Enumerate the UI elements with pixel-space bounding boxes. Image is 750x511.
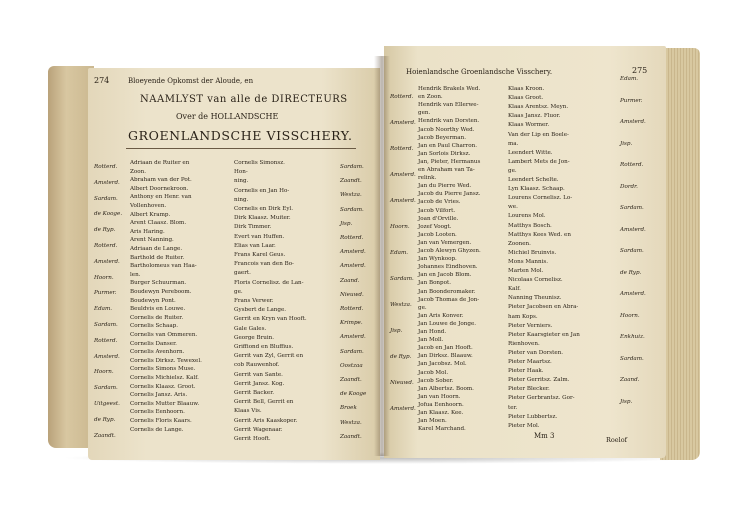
director-name: Jacob de Vries. xyxy=(418,199,461,206)
director-name: ge. xyxy=(508,167,517,174)
place-label: Hoorn. xyxy=(390,224,410,230)
place-label: Zaand. xyxy=(340,277,360,284)
director-name: Klaas Arentsz. Meyn. xyxy=(508,104,569,111)
place-label: Uitgeest. xyxy=(94,401,120,407)
director-name: Joan d'Orville. xyxy=(418,215,459,222)
place-label: Amsterd. xyxy=(390,172,416,178)
place-label: Amsterd. xyxy=(620,226,646,233)
director-name: Jacob Sober. xyxy=(418,377,454,384)
director-name: we. xyxy=(508,204,518,211)
director-name: Pieter van Dorsten. xyxy=(508,349,564,356)
director-name: Jacob du Pierre Jansz. xyxy=(418,191,481,198)
place-label: Hoorn. xyxy=(94,369,114,376)
director-name: Jacob Mol. xyxy=(418,369,449,376)
director-name: Lourens Mol. xyxy=(508,213,546,220)
director-name: ning. xyxy=(234,178,249,185)
director-name: Jacob Noorthy Wed. xyxy=(418,126,475,133)
director-name: Jan van Vemergen. xyxy=(418,239,472,246)
director-name: Cornelis de Lange. xyxy=(130,426,184,433)
director-name: Beuldvis en Louwe. xyxy=(130,306,186,313)
book-gutter xyxy=(374,56,390,456)
place-label: Sardam. xyxy=(340,348,364,355)
director-name: Cornelis en Dirk Eyl. xyxy=(234,206,294,212)
director-name: Matthys Bosch. xyxy=(508,222,552,229)
director-name: Jan Sorlois Dirksz. xyxy=(418,150,471,157)
place-label: Nieuwd. xyxy=(340,291,364,298)
director-name: Johannes Eindhoven. xyxy=(418,264,478,271)
director-name: Hendrik van Ellerwe- xyxy=(418,102,479,109)
place-label: de Ryp. xyxy=(390,354,412,360)
director-name: Jacob Thomas de Jon- xyxy=(418,296,480,303)
director-name: Boudewyn Pereboom. xyxy=(130,289,192,295)
director-name: Elias van Laar. xyxy=(234,242,276,249)
director-name: Cornelis Dirksz. Tewexel. xyxy=(130,357,202,364)
director-name: Karel Marchand. xyxy=(418,426,466,433)
director-name: Jan en Paul Charron. xyxy=(418,142,477,149)
director-name: Jan Wynkoop. xyxy=(418,256,457,263)
place-label: Amsterd. xyxy=(620,119,646,125)
director-name: Aris Haring. xyxy=(130,228,165,235)
place-label: Rotterd. xyxy=(94,243,118,249)
place-label: Sardam. xyxy=(620,355,644,362)
director-name: Zoon. xyxy=(130,168,147,175)
place-label: Krimpe. xyxy=(340,320,363,327)
place-label: Enkhuiz. xyxy=(620,334,645,340)
director-name: Jofua Eenhoorn. xyxy=(418,401,464,408)
place-label: Zaandt. xyxy=(340,377,362,383)
director-name: Cornelis Simons Muse. xyxy=(130,366,196,373)
director-name: Anthony en Henr. van xyxy=(130,194,192,201)
page-number: 275 xyxy=(632,66,648,75)
director-name: Jacob Alewyn Ghyzen. xyxy=(418,248,481,254)
place-label: Edam. xyxy=(620,76,639,82)
place-label: Amsterd. xyxy=(340,263,366,270)
place-label: Zaandt. xyxy=(94,432,116,439)
place-label: Amsterd. xyxy=(94,179,120,186)
director-name: Frans Verwer. xyxy=(234,298,274,304)
director-name: Vollenhoven. xyxy=(130,203,167,209)
director-name: Pieter Maartsz. xyxy=(508,359,552,365)
title-line-2: Over de HOLLANDSCHE xyxy=(176,112,279,121)
director-name: Jacob Beyerman. xyxy=(418,134,467,141)
director-name: Barthold de Ruiter. xyxy=(130,254,185,261)
director-name: Gerrit Bell, Gerrit en xyxy=(234,399,294,406)
director-name: Rienhoven. xyxy=(508,340,540,347)
place-label: de Ryp. xyxy=(620,269,642,276)
director-name: gen. xyxy=(418,110,431,117)
director-name: Jan Aris Konver. xyxy=(418,312,464,319)
director-name: Gerrit Jansz. Kog. xyxy=(234,380,285,387)
director-name: Jan Hond. xyxy=(418,329,447,335)
director-name: Klaas Wormer. xyxy=(508,122,550,129)
director-name: Bartholomeus van Haa- xyxy=(130,263,197,270)
director-name: Gerrit en Kryn van Hooft. xyxy=(234,316,307,323)
director-name: Van der Lip en Boele- xyxy=(508,131,569,138)
place-label: Amsterd. xyxy=(340,334,366,341)
left-page xyxy=(88,68,380,460)
director-name: Lambert Mets de Jon- xyxy=(508,158,570,165)
place-label: de Kooge. xyxy=(94,211,123,218)
director-name: Adriaan de Lange. xyxy=(130,246,183,252)
place-label: Oostzaa xyxy=(340,362,363,369)
director-name: Gerrit Backer. xyxy=(234,390,275,396)
director-name: Pieter Blecker. xyxy=(508,386,550,393)
director-name: Cornelis Avenhorn. xyxy=(130,349,185,356)
director-name: cob Rauwenhof. xyxy=(234,362,280,369)
director-name: Nicolaas Cornelisz. xyxy=(508,277,563,284)
place-label: Amsterd. xyxy=(94,258,120,265)
place-label: Purmer. xyxy=(620,97,643,104)
right-page-edges xyxy=(660,48,700,460)
director-name: Cornelis Michielsz. Kalf. xyxy=(130,375,199,381)
director-name: ning. xyxy=(234,196,249,203)
director-name: Arent Claasz. Blom. xyxy=(130,220,187,227)
director-name: Gerrit Aris Kaaskoper. xyxy=(234,417,298,424)
director-name: Adriaan de Ruiter en xyxy=(130,160,190,166)
director-name: Arent Nanning. xyxy=(130,237,174,244)
title-line-1: NAAMLYST van alle de DIRECTEURS xyxy=(140,94,348,105)
place-label: Sardam. xyxy=(94,195,118,202)
director-name: Gerrit Hooft. xyxy=(234,436,271,442)
director-name: George Bruin. xyxy=(234,334,275,341)
place-label: Rotterd. xyxy=(340,235,364,241)
director-name: Cornelis Floris Kaars. xyxy=(130,418,192,424)
director-name: Cornelis Schaap. xyxy=(130,323,179,330)
place-label: Sardam. xyxy=(340,164,364,170)
place-label: Jisp. xyxy=(620,140,633,147)
place-label: Amsterd. xyxy=(390,406,416,412)
director-name: Jan Louwe de Jonge. xyxy=(418,320,477,327)
place-label: Hoorn. xyxy=(94,274,114,281)
place-label: Jisp. xyxy=(620,398,633,405)
director-name: en Zoon. xyxy=(418,94,443,101)
place-label: Jisp. xyxy=(390,328,403,334)
place-label: Amsterd. xyxy=(390,198,416,204)
place-label: Sardam. xyxy=(620,248,644,254)
director-name: Jan Boonderomaker. xyxy=(418,288,476,295)
place-label: Hoorn. xyxy=(620,312,640,319)
director-name: Pieter Gerbrantsz. Gor- xyxy=(508,395,575,402)
director-name: Pieter Verniers. xyxy=(508,322,553,329)
director-name: Jan Albertsz. Boom. xyxy=(418,385,474,392)
director-name: Gerrit Wagenaar. xyxy=(234,426,283,433)
director-name: Jacob Vilfort. xyxy=(418,207,456,214)
director-name: Jan du Pierre Wed. xyxy=(418,183,472,190)
director-name: Cornelis en Jan Ho- xyxy=(234,187,290,194)
director-name: Burger Schuurman. xyxy=(130,280,187,287)
place-label: Sardam. xyxy=(94,385,118,392)
director-name: Pieter Gerritsz. Zalm. xyxy=(508,377,570,384)
director-name: ter. xyxy=(508,404,518,411)
place-label: de Ryp. xyxy=(94,227,116,234)
place-label: Zaandt. xyxy=(340,178,362,185)
director-name: Leendert Witte. xyxy=(508,149,553,156)
signature-mark: Mm 3 xyxy=(534,432,555,440)
director-name: Jacob Looten. xyxy=(418,231,457,238)
place-label: Dordr. xyxy=(620,183,638,190)
director-name: en Abraham van Ta- xyxy=(418,167,475,173)
director-name: Jozef Voogt. xyxy=(418,223,452,230)
catchword: Roelof xyxy=(606,436,628,444)
director-name: Evert van Huffen. xyxy=(234,233,285,240)
place-label: Zaandt. xyxy=(340,433,362,440)
director-name: Dirk Klaasz. Muiter. xyxy=(234,215,291,222)
director-name: Leendert Schelte. xyxy=(508,177,559,183)
director-name: Hon- xyxy=(234,169,248,176)
director-name: Cornelis Jansz. Aris. xyxy=(130,392,188,399)
director-name: Cornelis Simonsz. xyxy=(234,160,285,166)
place-label: Broek xyxy=(340,405,357,412)
director-name: Mons Mannis. xyxy=(508,258,549,265)
director-name: Jan en Jacob Blom. xyxy=(418,272,472,279)
place-label: Edam. xyxy=(390,250,409,256)
director-name: Jan Klaasz. Kee. xyxy=(418,410,464,416)
director-name: Matthys Kees Wed. en xyxy=(508,231,571,238)
director-name: gaert. xyxy=(234,270,251,277)
director-name: Jan Dirksz. Blaauw. xyxy=(418,353,473,360)
place-label: Rotterd. xyxy=(94,164,118,170)
running-head: Bloeyende Opkomst der Aloude, en xyxy=(128,77,254,85)
place-label: Sardam. xyxy=(94,322,118,328)
director-name: Dirk Timmer. xyxy=(234,224,272,231)
director-name: ge. xyxy=(418,304,427,311)
place-label: Sardam. xyxy=(340,206,364,213)
place-label: Rotterd. xyxy=(620,162,644,168)
director-name: Albert Doornekroon. xyxy=(130,185,189,192)
director-name: Cornelis Eenhoorn. xyxy=(130,409,185,416)
place-label: Amsterd. xyxy=(94,353,120,360)
director-name: Cornelis van Ommeren. xyxy=(130,332,198,338)
director-name: Klaas Vis. xyxy=(234,408,262,415)
place-label: de Ryp. xyxy=(94,416,116,423)
place-label: Nieuwd. xyxy=(390,380,414,386)
place-label: Amsterd. xyxy=(620,291,646,297)
director-name: Jacob en Jan Hooft. xyxy=(418,345,473,352)
place-label: Sardam. xyxy=(390,276,414,282)
director-name: Francois van den Bo- xyxy=(234,261,294,268)
director-name: Klaas Jansz. Fluor. xyxy=(508,113,561,120)
director-name: ge. xyxy=(234,288,243,295)
director-name: Jan Bonpot. xyxy=(418,280,452,287)
director-name: Pieter Mol. xyxy=(508,422,540,429)
director-name: Kalf. xyxy=(508,286,521,293)
director-name: ham Kops. xyxy=(508,313,538,320)
place-label: Westza. xyxy=(340,419,362,426)
director-name: Zoonen. xyxy=(508,240,531,247)
place-label: Rotterd. xyxy=(390,94,414,100)
director-name: Gysbert de Lange. xyxy=(234,307,287,314)
place-label: Westza. xyxy=(340,192,362,199)
director-name: Gerrit van Sante. xyxy=(234,371,283,378)
director-name: Cornelis de Ruiter. xyxy=(130,314,184,321)
place-label: Edam. xyxy=(94,306,113,313)
director-name: Jan Moen. xyxy=(418,418,447,425)
place-label: Sardam. xyxy=(620,205,644,211)
place-label: de Kooge xyxy=(340,391,367,398)
director-name: relink. xyxy=(418,175,437,182)
director-name: Michiel Bruinvis. xyxy=(508,249,557,256)
director-name: Abraham van der Pot. xyxy=(130,177,192,184)
director-name: Jan Jacobsz. Mol. xyxy=(418,361,467,368)
director-name: Cornelis Danser. xyxy=(130,340,177,347)
director-name: Cornelis Mutter Blaauw. xyxy=(130,400,200,407)
director-name: Cornelis Klaasz. Groot. xyxy=(130,383,196,390)
director-name: Gerrit van Zyl, Gerrit en xyxy=(234,353,304,360)
director-name: Pieter Lubbertsz. xyxy=(508,413,558,420)
director-name: Albert Kramp. xyxy=(130,211,171,218)
director-name: Pieter Jacobsen en Abra- xyxy=(508,304,579,311)
right-page xyxy=(384,46,666,458)
director-name: Pieter Kaarsgieter en Jan xyxy=(508,331,580,338)
director-name: Frans Karel Geus. xyxy=(234,252,286,258)
director-name: Lyn Klaasz. Schaap. xyxy=(508,186,565,193)
place-label: Purmer. xyxy=(94,290,117,297)
director-name: Floris Cornelisz. de Lan- xyxy=(234,279,304,286)
director-name: Jan van Hoorn. xyxy=(418,393,461,400)
place-label: Zaand. xyxy=(620,377,640,383)
director-name: Jan, Pieter, Hermanus xyxy=(418,158,481,165)
director-name: Klaas Groot. xyxy=(508,95,544,102)
director-name: Boudewyn Pont. xyxy=(130,297,176,304)
place-label: Rotterd. xyxy=(94,337,118,344)
place-label: Rotterd. xyxy=(390,146,414,152)
director-name: Jan Moll. xyxy=(418,337,444,344)
director-name: Klaas Kroon. xyxy=(508,86,545,92)
director-name: Lourens Cornelisz. Lo- xyxy=(508,195,573,202)
director-name: Pieter Haak. xyxy=(508,368,544,375)
director-name: Nanning Theunisz. xyxy=(508,295,562,302)
place-label: Amsterd. xyxy=(390,120,416,126)
place-label: Amsterd. xyxy=(340,249,366,256)
director-name: Marten Mol. xyxy=(508,268,544,274)
page-number: 274 xyxy=(94,76,110,85)
director-name: Hendrik van Dorsten. xyxy=(418,118,480,125)
place-label: Westza. xyxy=(390,302,412,308)
running-head: Hoienlandsche Groenlandsche Visschery. xyxy=(406,68,553,76)
director-name: len. xyxy=(130,271,141,278)
title-rule xyxy=(126,148,356,149)
director-name: Gale Gales. xyxy=(234,325,267,332)
place-label: Jisp. xyxy=(340,220,353,227)
director-name: ma. xyxy=(508,140,519,147)
place-label: Rotterd. xyxy=(340,306,364,312)
director-name: Hendrik Brakels Wed. xyxy=(418,86,481,92)
title-line-3: GROENLANDSCHE VISSCHERY. xyxy=(128,128,353,143)
director-name: Griffiond en Bluffius. xyxy=(234,344,294,350)
